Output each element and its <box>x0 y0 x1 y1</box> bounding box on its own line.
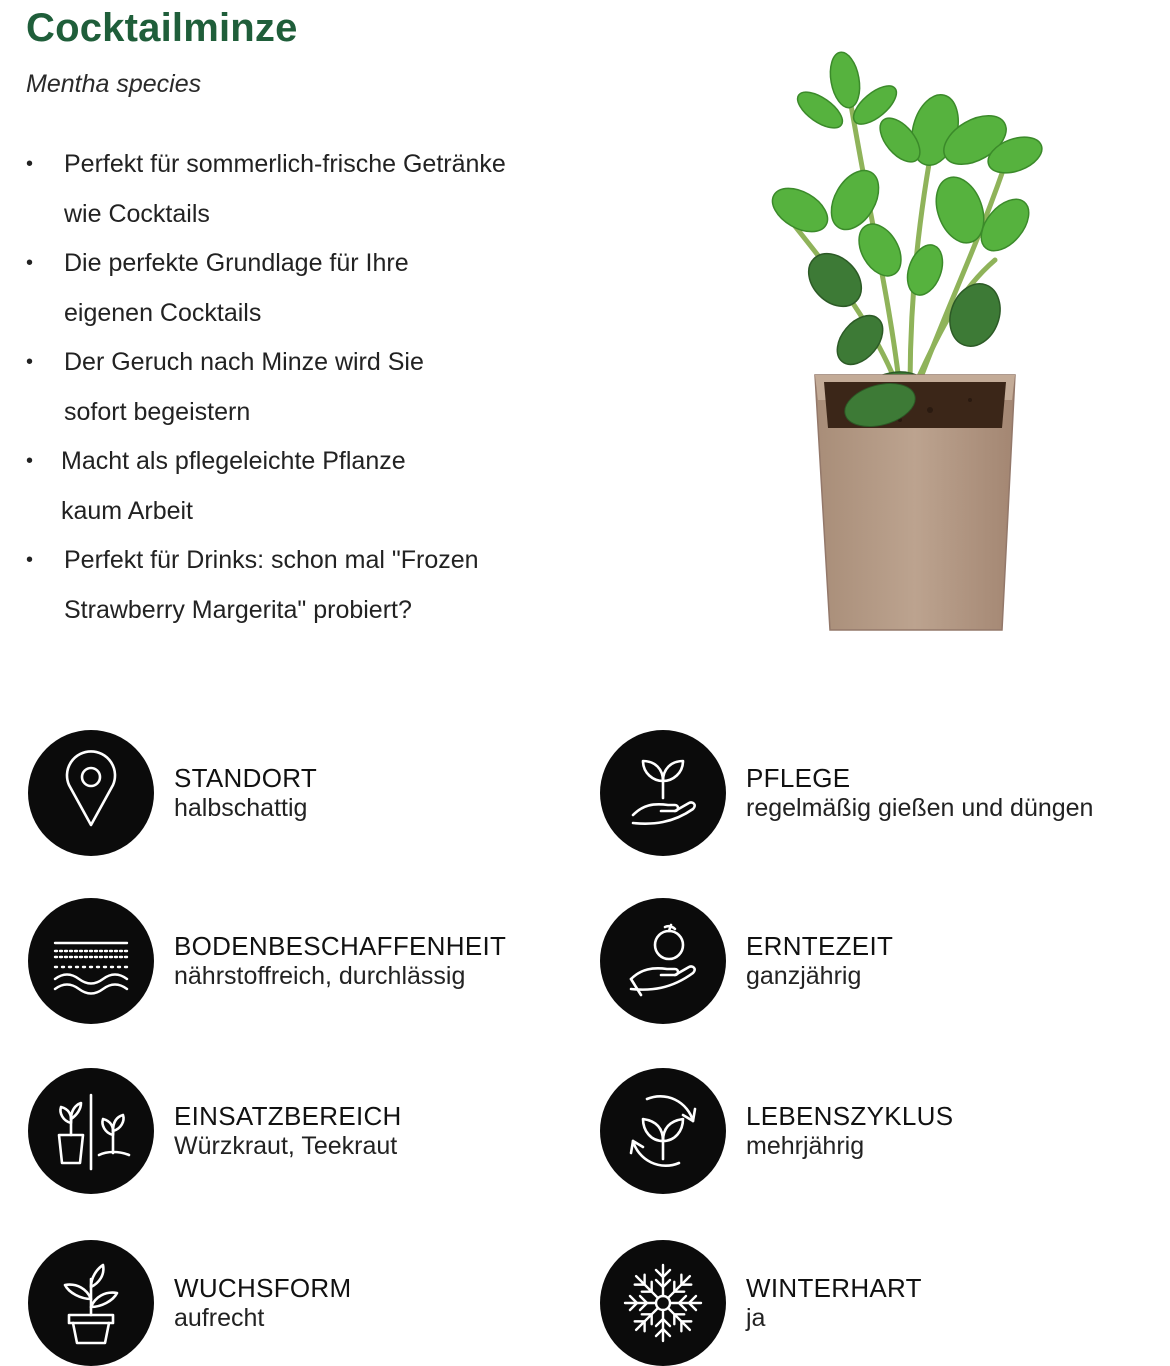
bullet-item <box>24 338 564 437</box>
bullet-line: wie Cocktails <box>64 199 210 228</box>
feature-value: ja <box>746 1304 766 1332</box>
feature-value: ganzjährig <box>746 962 862 990</box>
pot-and-bed-icon <box>28 1068 154 1194</box>
bullet-item <box>24 437 564 536</box>
feature-standort <box>28 730 317 856</box>
feature-bullet-list <box>24 140 564 635</box>
feature-value: aufrecht <box>174 1304 265 1332</box>
feature-label: WUCHSFORM <box>174 1273 352 1303</box>
feature-winterhart <box>600 1240 922 1366</box>
feature-label: EINSATZBEREICH <box>174 1101 402 1131</box>
feature-einsatzbereich <box>28 1068 402 1194</box>
bullet-item <box>24 239 564 338</box>
bullet-line: Macht als pflegeleichte Pflanze <box>61 447 406 475</box>
fruit-hand-icon <box>600 898 726 1024</box>
bullet-item <box>24 536 564 635</box>
feature-wuchsform <box>28 1240 351 1366</box>
location-pin-icon <box>28 730 154 856</box>
bullet-dot: • <box>26 153 34 175</box>
feature-value: nährstoffreich, durchlässig <box>174 962 466 990</box>
bullet-line: eigenen Cocktails <box>64 298 262 327</box>
snowflake-icon <box>600 1240 726 1366</box>
bullet-line: Perfekt für sommerlich-frische Getränke <box>64 150 506 178</box>
seedling-hand-icon <box>600 730 726 856</box>
bullet-item <box>24 140 564 239</box>
feature-pflege <box>600 730 1093 856</box>
product-image-mint-plant <box>760 40 1060 640</box>
feature-label: LEBENSZYKLUS <box>746 1101 954 1131</box>
feature-bodenbeschaffenheit <box>28 898 506 1024</box>
potted-plant-icon <box>28 1240 154 1366</box>
feature-label: PFLEGE <box>746 763 851 793</box>
feature-label: STANDORT <box>174 763 318 793</box>
bullet-line: kaum Arbeit <box>61 496 194 525</box>
bullet-line: Die perfekte Grundlage für Ihre <box>64 249 409 277</box>
feature-value: Würzkraut, Teekraut <box>174 1132 398 1160</box>
bullet-dot: • <box>26 351 34 373</box>
feature-lebenszyklus <box>600 1068 953 1194</box>
page-title: Cocktailminze <box>26 6 298 50</box>
feature-label: BODENBESCHAFFENHEIT <box>174 931 507 961</box>
bullet-line: Der Geruch nach Minze wird Sie <box>64 348 424 376</box>
bullet-line: sofort begeistern <box>64 397 251 426</box>
bullet-line: Strawberry Margerita" probiert? <box>64 595 412 624</box>
bullet-dot: • <box>26 549 34 571</box>
bullet-dot: • <box>26 450 34 472</box>
feature-label: ERNTEZEIT <box>746 931 894 961</box>
botanical-name: Mentha species <box>26 70 202 98</box>
feature-label: WINTERHART <box>746 1273 922 1303</box>
feature-value: regelmäßig gießen und düngen <box>746 794 1094 822</box>
feature-erntezeit <box>600 898 893 1024</box>
feature-value: halbschattig <box>174 794 308 822</box>
feature-value: mehrjährig <box>746 1132 865 1160</box>
soil-layers-icon <box>28 898 154 1024</box>
bullet-dot: • <box>26 252 34 274</box>
lifecycle-leaf-icon <box>600 1068 726 1194</box>
bullet-line: Perfekt für Drinks: schon mal "Frozen <box>64 546 479 574</box>
